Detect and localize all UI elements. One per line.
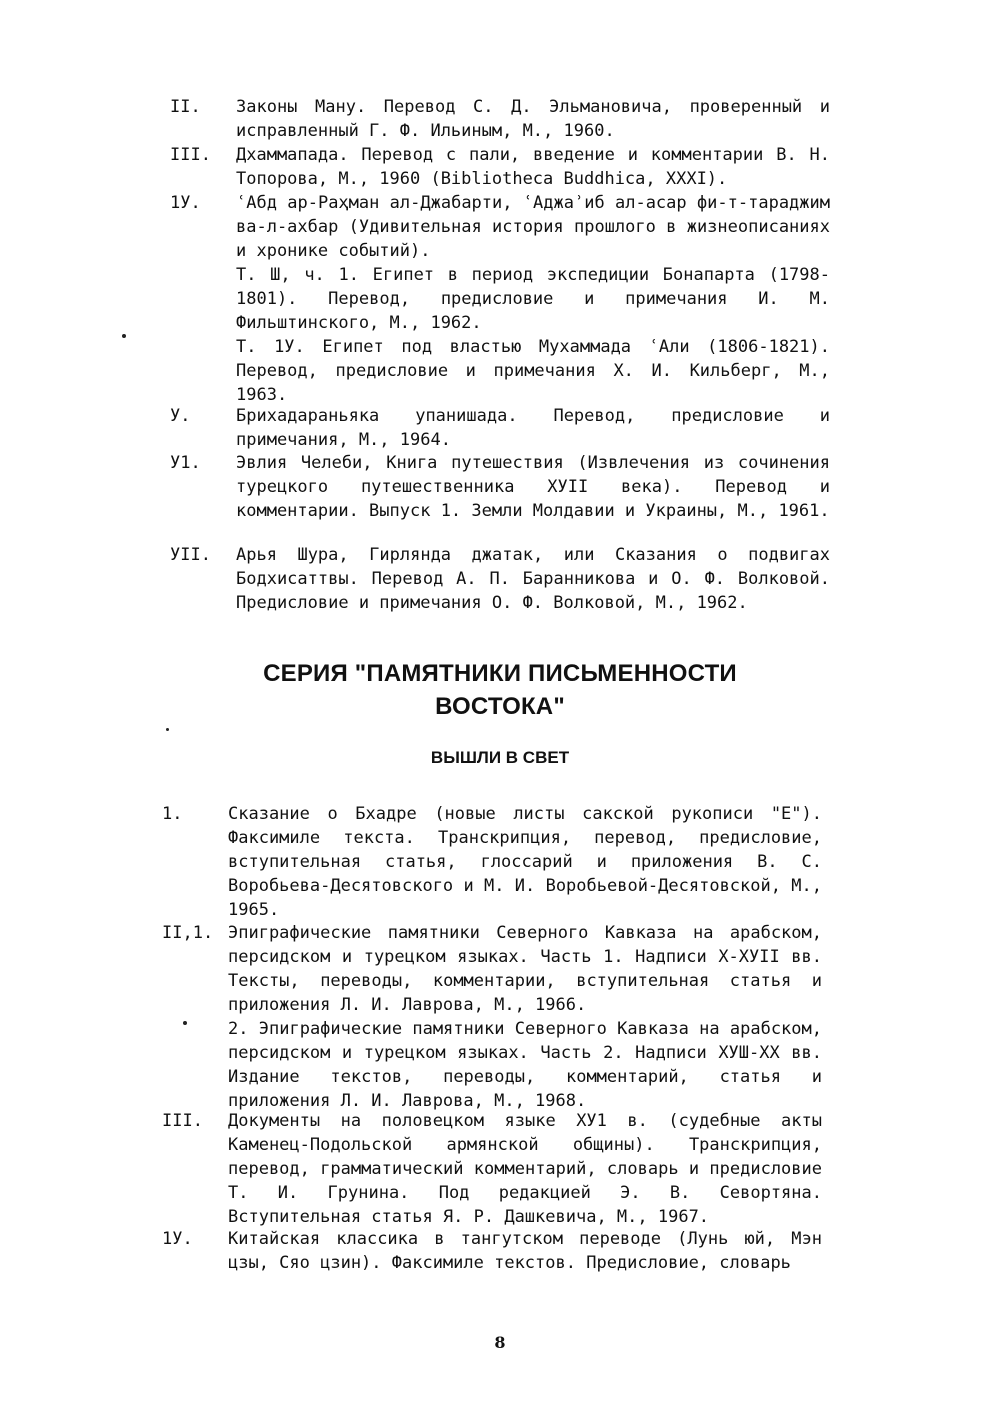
entry-paragraph: Т. 1У. Египет под властью Мухаммада ʿАли (1806-1821). Перевод, предисловие и примечания Х. И. Кильберг, М., 1963.	[236, 337, 830, 405]
entry-text	[236, 143, 830, 191]
entry-text	[236, 543, 830, 615]
entry-text	[236, 404, 830, 452]
entry-number: У.	[170, 406, 191, 426]
entry-paragraph: Арья Шура, Гирлянда джатак, или Сказания о подвигах Бодхисаттвы. Перевод А. П. Баранникова и О. Ф. Волковой. Предисловие и примечания О. Ф. Волковой, М., 1962.	[236, 545, 830, 613]
entry-text	[228, 1227, 822, 1275]
page-number: 8	[494, 1333, 506, 1352]
entry-paragraph: Эвлия Челеби, Книга путешествия (Извлечения из сочинения турецкого путешественника ХУІІ века). Перевод и комментарии. Выпуск 1. Земли Молдавии и Украины, М., 1961.	[236, 453, 830, 521]
series-heading	[0, 657, 1000, 723]
stray-mark	[166, 728, 169, 731]
entry-number: УІІ.	[170, 545, 211, 565]
entry-number: III.	[170, 145, 211, 165]
entry-number: III.	[162, 1111, 203, 1131]
entry-paragraph: Брихадараньяка упанишада. Перевод, предисловие и примечания, М., 1964.	[236, 406, 830, 450]
entry-text	[236, 451, 830, 523]
entry-paragraph: Законы Ману. Перевод С. Д. Эльмановича, проверенный и исправленный Г. Ф. Ильиным, М., 1960.	[236, 97, 830, 141]
entry-number: 1.	[162, 804, 183, 824]
entry-number: 1У.	[170, 193, 201, 213]
entry-paragraph: Дхаммапада. Перевод с пали, введение и комментарии В. Н. Топорова, М., 1960 (Bibliotheca Buddhica, XXXI).	[236, 145, 830, 189]
entry-text	[236, 95, 830, 143]
entry-text	[228, 802, 822, 922]
stray-mark	[183, 1021, 187, 1025]
stray-mark	[122, 334, 126, 338]
entry-paragraph: ʿАбд ар-Раҳман ал-Джабарти, ʿАджаʾиб ал-асар фи-т-тараджим ва-л-ахбар (Удивительная история прошлого в жизнеописаниях и хронике событий).	[236, 193, 830, 261]
entry-text	[236, 191, 830, 407]
entry-paragraph: Документы на половецком языке ХУ1 в. (судебные акты Каменец-Подольской армянской общины). Транскрипция, перевод, грамматический комментарий, словарь и предисловие Т. И. Грунина. Под редакцией Э. В. Севортяна. Вступительная статья Я. Р. Дашкевича, М., 1967.	[228, 1111, 822, 1227]
entry-paragraph: Сказание о Бхадре (новые листы сакской рукописи "Е"). Факсимиле текста. Транскрипция, перевод, предисловие, вступительная статья, глоссарий и приложения В. С. Воробьева-Десятовского и М. И. Воробьевой-Десятовской, М., 1965.	[228, 804, 822, 920]
entry-text	[228, 1109, 822, 1229]
entry-number: У1.	[170, 453, 201, 473]
entry-number: II.	[170, 97, 201, 117]
entry-paragraph: Китайская классика в тангутском переводе (Лунь юй, Мэн цзы, Сяо цзин). Факсимиле текстов. Предисловие, словарь	[228, 1229, 822, 1273]
entry-number: II,1.	[162, 923, 214, 943]
series-heading-line: ВОСТОКА"	[435, 693, 565, 720]
entry-number: 1У.	[162, 1229, 193, 1249]
entry-paragraph: Т. Ш, ч. 1. Египет в период экспедиции Бонапарта (1798-1801). Перевод, предисловие и примечания И. М. Фильштинского, М., 1962.	[236, 265, 830, 333]
entry-text	[228, 921, 822, 1113]
series-heading-line: СЕРИЯ "ПАМЯТНИКИ ПИСЬМЕННОСТИ	[263, 660, 737, 687]
entry-paragraph: Эпиграфические памятники Северного Кавказа на арабском, персидском и турецком языках. Часть 1. Надписи Х-ХУІІ вв. Тексты, переводы, комментарии, вступительная статья и приложения Л. И. Лаврова, М., 1966.	[228, 923, 822, 1015]
published-heading: ВЫШЛИ В СВЕТ	[430, 748, 570, 767]
entry-paragraph: 2. Эпиграфические памятники Северного Кавказа на арабском, персидском и турецком языках. Часть 2. Надписи ХУШ-ХХ вв. Издание текстов, переводы, комментарий, статья и приложения Л. И. Лаврова, М., 1968.	[228, 1019, 822, 1111]
